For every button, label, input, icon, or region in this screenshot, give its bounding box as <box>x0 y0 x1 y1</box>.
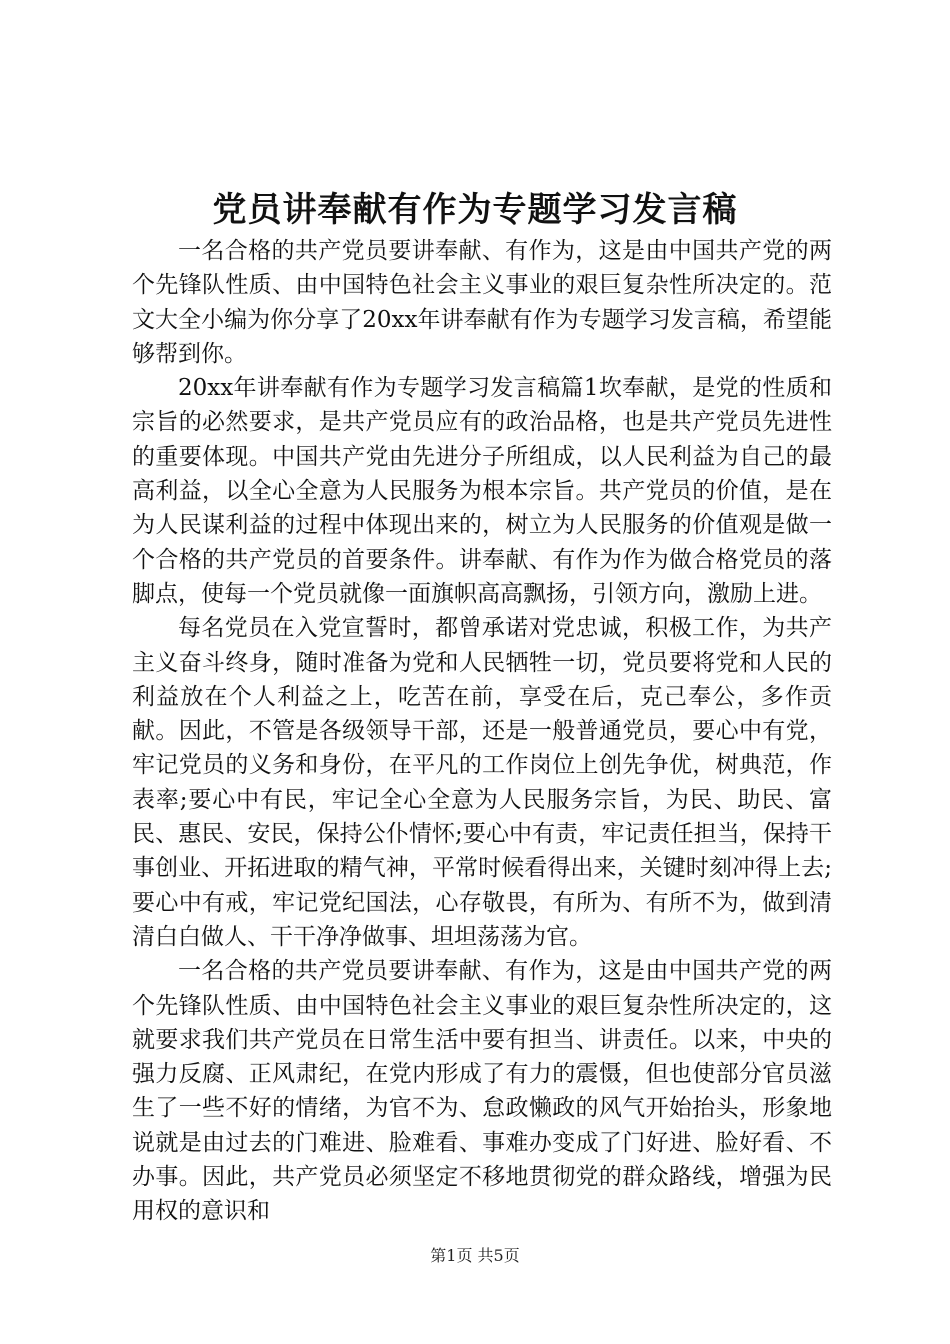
document-body <box>132 234 832 1229</box>
paragraph-responsibility: 一名合格的共产党员要讲奉献、有作为，这是由中国共产党的两个先锋队性质、由中国特色社会主义事业的艰巨复杂性所决定的，这就要求我们共产党员在日常生活中要有担当、讲责任。以来，中央的强力反腐、正风肃纪，在党内形成了有力的震慑，但也使部分官员滋生了一些不好的情绪，为官不为、怠政懒政的风气开始抬头，形象地说就是由过去的门难进、脸难看、事难办变成了门好进、脸好看、不办事。因此，共产党员必须坚定不移地贯彻党的群众路线，增强为民用权的意识和 <box>132 958 832 1225</box>
page-number-footer: 第1页 共5页 <box>430 1246 520 1265</box>
paragraph-article-1: 20xx年讲奉献有作为专题学习发言稿篇1坎奉献，是党的性质和宗旨的必然要求，是共产党员应有的政治品格，也是共产党员先进性的重要体现。中国共产党由先进分子所组成，以人民利益为自己的最高利益，以全心全意为人民服务为根本宗旨。共产党员的价值，是在为人民谋利益的过程中体现出来的，树立为人民服务的价值观是做一个合格的共产党员的首要条件。讲奉献、有作为作为做合格党员的落脚点，使每一个党员就像一面旗帜高高飘扬，引领方向，激励上进。 <box>132 375 832 607</box>
paragraph-intro: 一名合格的共产党员要讲奉献、有作为，这是由中国共产党的两个先锋队性质、由中国特色社会主义事业的艰巨复杂性所决定的。范文大全小编为你分享了20xx年讲奉献有作为专题学习发言稿，希望能够帮到你。 <box>132 238 832 367</box>
paragraph-oath: 每名党员在入党宣誓时，都曾承诺对党忠诚，积极工作，为共产主义奋斗终身，随时准备为党和人民牺牲一切，党员要将党和人民的利益放在个人利益之上，吃苦在前，享受在后，克己奉公，多作贡献。因此，不管是各级领导干部，还是一般普通党员，要心中有党，牢记党员的义务和身份，在平凡的工作岗位上创先争优，树典范，作表率;要心中有民，牢记全心全意为人民服务宗旨，为民、助民、富民、惠民、安民，保持公仆情怀;要心中有责，牢记责任担当，保持干事创业、开拓进取的精气神，平常时候看得出来，关键时刻冲得上去;要心中有戒，牢记党纪国法，心存敬畏，有所为、有所不为，做到清清白白做人、干干净净做事、坦坦荡荡为官。 <box>132 615 832 950</box>
document-title: 党员讲奉献有作为专题学习发言稿 <box>212 190 738 230</box>
